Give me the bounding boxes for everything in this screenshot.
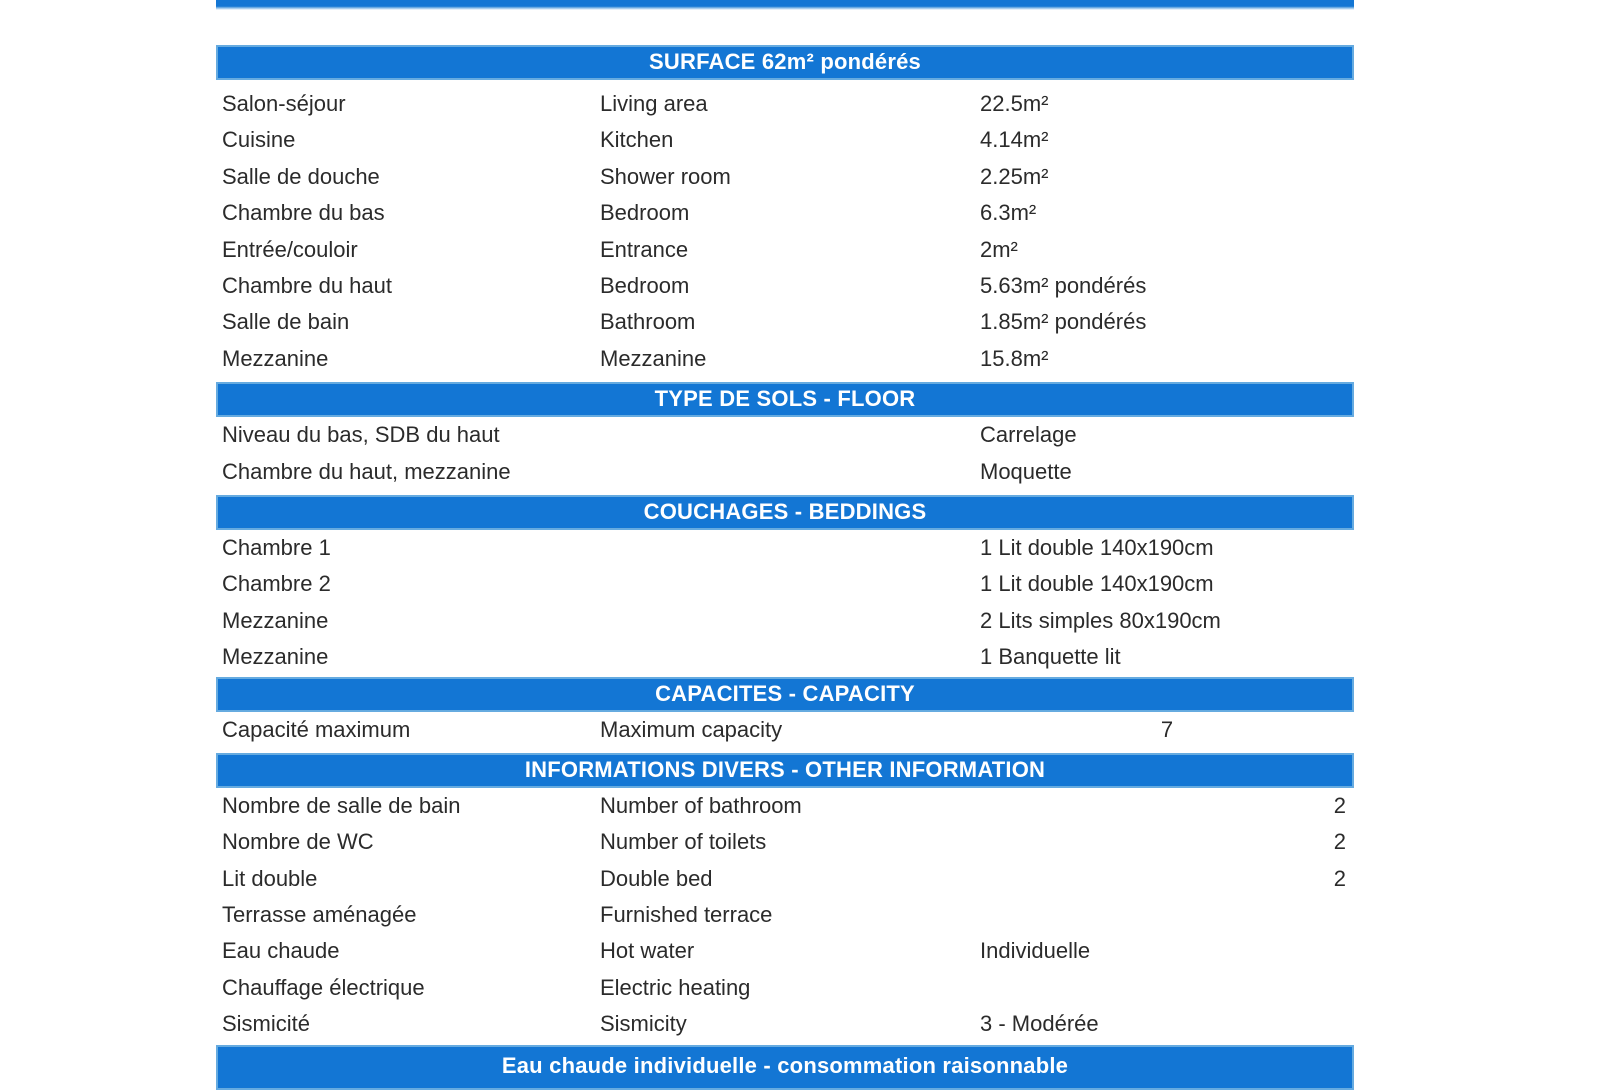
surface-rows xyxy=(216,80,1354,377)
label-fr: Nombre de WC xyxy=(222,829,374,855)
value: 1 Lit double 140x190cm xyxy=(980,534,1214,560)
table-row xyxy=(216,897,1354,933)
table-row xyxy=(216,1006,1354,1042)
section-title: SURFACE 62m² pondérés xyxy=(649,49,921,74)
value-right xyxy=(1346,304,1354,340)
value: 3 - Modérée xyxy=(980,1011,1099,1037)
label-en: Bedroom xyxy=(600,272,690,298)
label-en: Maximum capacity xyxy=(600,717,783,743)
value-right xyxy=(1346,159,1354,195)
label-en: Entrance xyxy=(600,236,689,262)
label-fr: Capacité maximum xyxy=(222,717,411,743)
value-right xyxy=(1346,341,1354,377)
section-header-other-information xyxy=(216,753,1354,788)
value: Carrelage xyxy=(980,422,1077,448)
label-en xyxy=(600,417,980,453)
value-right xyxy=(1346,122,1354,158)
value: Moquette xyxy=(980,458,1072,484)
label-en: Sismicity xyxy=(600,1011,687,1037)
value: 1 Banquette lit xyxy=(980,644,1121,670)
value: Individuelle xyxy=(980,938,1091,964)
label-en xyxy=(600,530,980,566)
label-fr: Nombre de salle de bain xyxy=(222,792,461,818)
label-fr: Mezzanine xyxy=(222,644,329,670)
bedding-rows xyxy=(216,530,1354,676)
table-row xyxy=(216,933,1354,969)
value xyxy=(980,788,1334,824)
label-fr: Mezzanine xyxy=(222,607,329,633)
value: 2.25m² xyxy=(980,163,1049,189)
label-en: Electric heating xyxy=(600,974,751,1000)
value-right xyxy=(1346,417,1354,453)
label-en: Mezzanine xyxy=(600,345,707,371)
section-title: INFORMATIONS DIVERS - OTHER INFORMATION xyxy=(524,756,1046,782)
value: 15.8m² xyxy=(980,345,1049,371)
value-right: 2 xyxy=(1333,792,1346,818)
label-en: Shower room xyxy=(600,163,731,189)
label-en: Hot water xyxy=(600,938,695,964)
footer-bar xyxy=(216,1045,1354,1090)
table-row xyxy=(216,712,1354,748)
section-title: CAPACITES - CAPACITY xyxy=(655,681,915,707)
section-title: TYPE DE SOLS - FLOOR xyxy=(654,386,916,412)
table-row xyxy=(216,159,1354,195)
table-row xyxy=(216,86,1354,122)
value: 1 Lit double 140x190cm xyxy=(980,571,1214,597)
value-right xyxy=(1346,86,1354,122)
label-fr: Chauffage électrique xyxy=(222,974,425,1000)
table-row xyxy=(216,603,1354,639)
table-row xyxy=(216,268,1354,304)
table-row xyxy=(216,304,1354,340)
value-right xyxy=(1346,603,1354,639)
section-other-information xyxy=(216,753,1354,1043)
label-fr: Mezzanine xyxy=(222,345,329,371)
value: 6.3m² xyxy=(980,200,1037,226)
label-fr: Chambre du bas xyxy=(222,200,385,226)
label-en: Bathroom xyxy=(600,309,696,335)
label-en xyxy=(600,566,980,602)
footer-bar-title: Eau chaude individuelle - consommation raisonnable xyxy=(501,1052,1069,1078)
section-floor-type xyxy=(216,382,1354,490)
label-fr: Lit double xyxy=(222,865,318,891)
label-fr: Cuisine xyxy=(222,127,296,153)
value xyxy=(980,824,1334,860)
table-row xyxy=(216,824,1354,860)
label-en: Number of toilets xyxy=(600,829,767,855)
label-fr: Salon-séjour xyxy=(222,91,346,116)
label-fr: Chambre 1 xyxy=(222,534,331,560)
previous-section-bar-remnant xyxy=(216,0,1354,10)
section-title: COUCHAGES - BEDDINGS xyxy=(643,498,927,524)
value-right xyxy=(1346,454,1354,490)
label-en: Double bed xyxy=(600,865,713,891)
value: 4.14m² xyxy=(980,127,1049,153)
table-row xyxy=(216,195,1354,231)
label-fr: Terrasse aménagée xyxy=(222,902,417,928)
table-row xyxy=(216,232,1354,268)
value-right xyxy=(1346,232,1354,268)
value-right xyxy=(1346,970,1354,1006)
value: 2m² xyxy=(980,236,1018,262)
value-right xyxy=(1346,897,1354,933)
value xyxy=(980,970,1346,1006)
value-right xyxy=(1346,195,1354,231)
label-en: Furnished terrace xyxy=(600,902,773,928)
value xyxy=(980,897,1346,933)
value-right xyxy=(1346,1006,1354,1042)
label-en xyxy=(600,454,980,490)
label-en: Bedroom xyxy=(600,200,690,226)
value-right xyxy=(1346,566,1354,602)
table-row xyxy=(216,454,1354,490)
label-fr: Chambre du haut xyxy=(222,272,392,298)
table-row xyxy=(216,861,1354,897)
label-en: Living area xyxy=(600,91,708,116)
label-fr: Salle de bain xyxy=(222,309,350,335)
table-row xyxy=(216,566,1354,602)
capacity-rows xyxy=(216,712,1354,748)
property-spec-sheet xyxy=(216,0,1354,1090)
section-beddings xyxy=(216,495,1354,676)
section-header-capacity xyxy=(216,677,1354,712)
value-right: 2 xyxy=(1333,829,1346,855)
value-right xyxy=(1346,639,1354,675)
label-fr: Entrée/couloir xyxy=(222,236,358,262)
value: 22.5m² xyxy=(980,91,1049,116)
value: 5.63m² pondérés xyxy=(980,272,1147,298)
section-surface xyxy=(216,45,1354,377)
label-en xyxy=(600,639,980,675)
label-fr: Salle de douche xyxy=(222,163,380,189)
label-en: Number of bathroom xyxy=(600,792,802,818)
table-row xyxy=(216,122,1354,158)
table-row xyxy=(216,970,1354,1006)
section-header-surface xyxy=(216,45,1354,80)
value: 2 Lits simples 80x190cm xyxy=(980,607,1221,633)
value: 1.85m² pondérés xyxy=(980,309,1147,335)
value-right xyxy=(1346,268,1354,304)
value-right: 2 xyxy=(1333,865,1346,891)
label-fr: Chambre 2 xyxy=(222,571,331,597)
table-row xyxy=(216,788,1354,824)
label-en xyxy=(600,603,980,639)
label-fr: Niveau du bas, SDB du haut xyxy=(222,422,500,448)
label-fr: Eau chaude xyxy=(222,938,340,964)
value: 7 xyxy=(1160,717,1174,743)
table-row xyxy=(216,639,1354,675)
label-en: Kitchen xyxy=(600,127,674,153)
value xyxy=(980,861,1334,897)
value-right xyxy=(1346,530,1354,566)
floor-rows xyxy=(216,417,1354,490)
section-header-beddings xyxy=(216,495,1354,530)
section-header-floor-type xyxy=(216,382,1354,417)
table-row xyxy=(216,417,1354,453)
table-row xyxy=(216,530,1354,566)
label-fr: Chambre du haut, mezzanine xyxy=(222,458,511,484)
table-row xyxy=(216,341,1354,377)
section-capacity xyxy=(216,677,1354,748)
label-fr: Sismicité xyxy=(222,1011,311,1037)
value-right xyxy=(1346,933,1354,969)
information-rows xyxy=(216,788,1354,1043)
